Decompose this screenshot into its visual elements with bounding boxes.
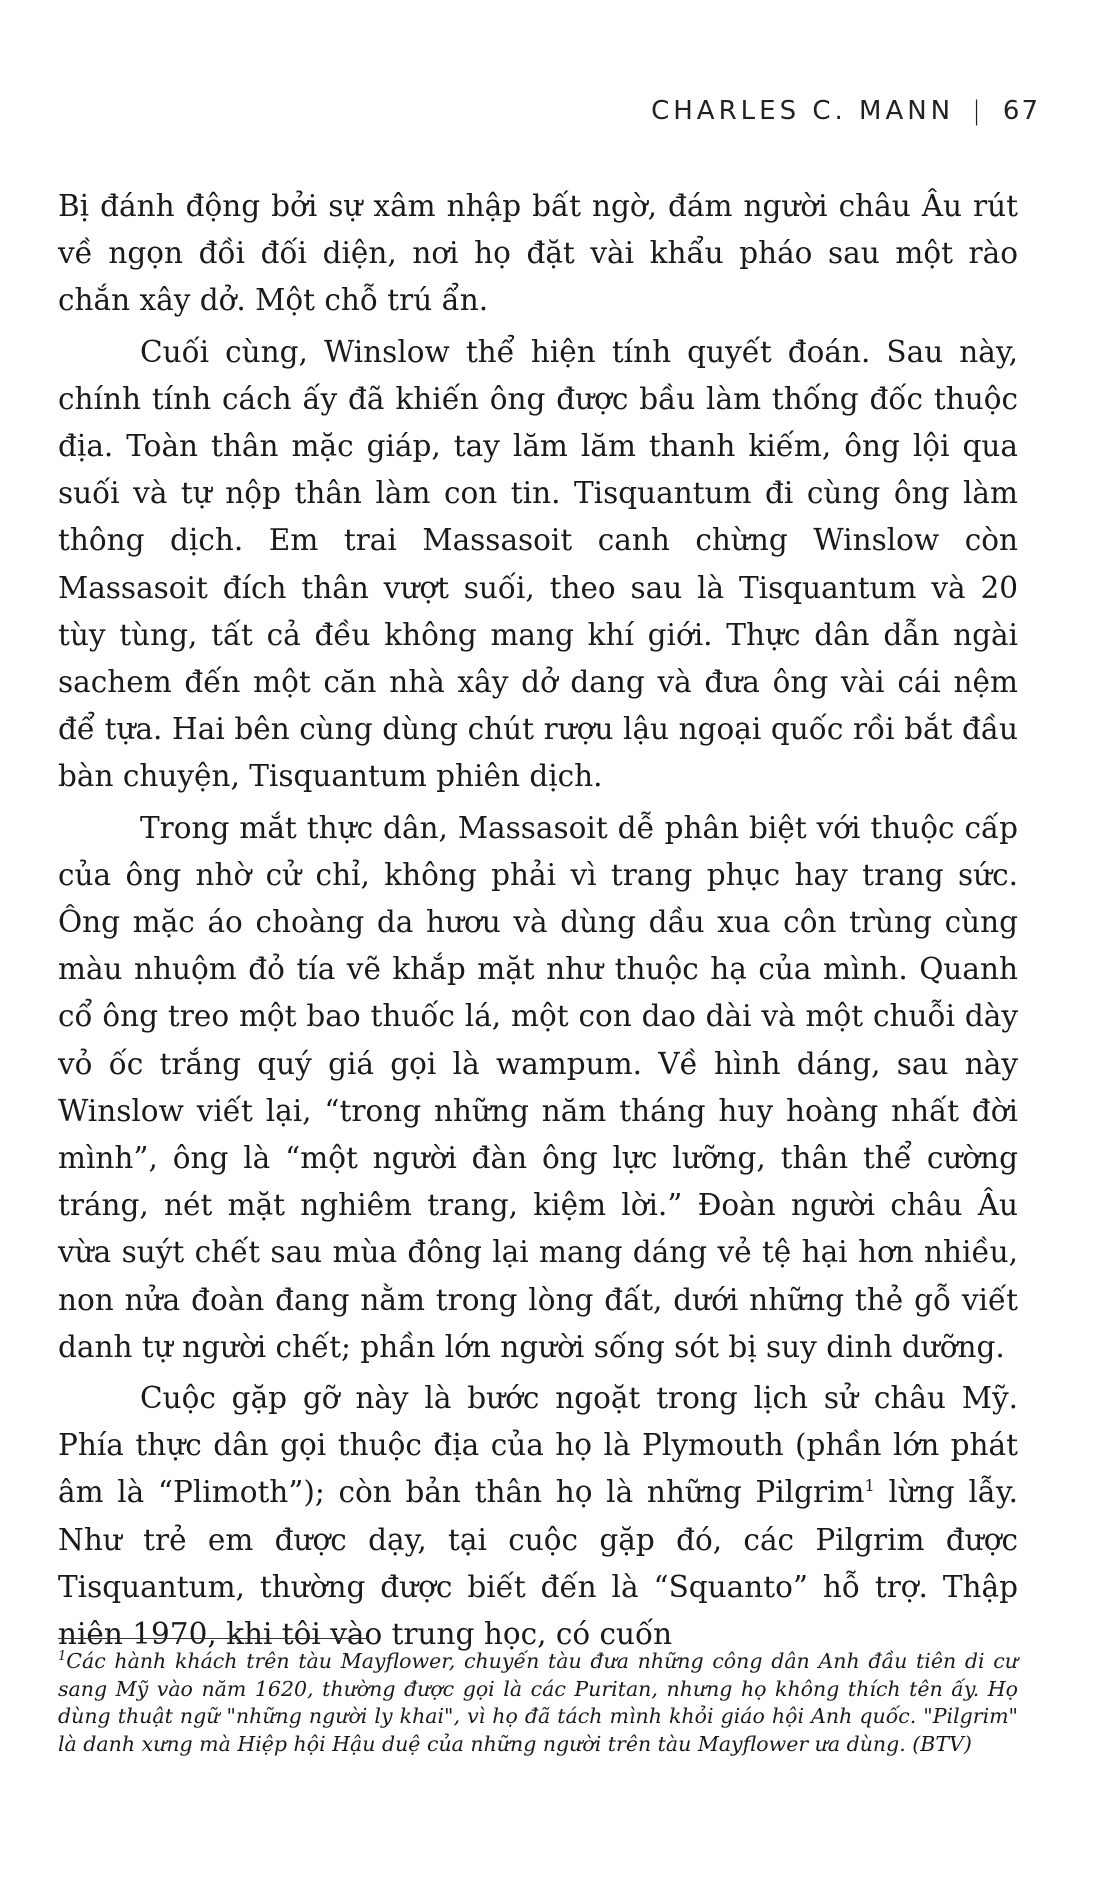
page-number: 67 <box>1002 96 1040 126</box>
body-text <box>58 183 1018 1658</box>
header-separator: | <box>972 96 985 126</box>
footnote-divider <box>58 1638 368 1639</box>
paragraph-4 <box>58 1375 1018 1658</box>
footnote-marker: 1 <box>58 1649 67 1665</box>
paragraph-2: Cuối cùng, Winslow thể hiện tính quyết đoán. Sau này, chính tính cách ấy đã khiến ông được bầu làm thống đốc thuộc địa. Toàn thân mặc giáp, tay lăm lăm thanh kiếm, ông lội qua suối và tự nộp thân làm con tin. Tisquantum đi cùng ông làm thông dịch. Em trai Massasoit canh chừng Winslow còn Massasoit đích thân vượt suối, theo sau là Tisquantum và 20 tùy tùng, tất cả đều không mang khí giới. Thực dân dẫn ngài sachem đến một căn nhà xây dở dang và đưa ông vài cái nệm để tựa. Hai bên cùng dùng chút rượu lậu ngoại quốc rồi bắt đầu bàn chuyện, Tisquantum phiên dịch. <box>58 334 1018 794</box>
paragraph-3: Trong mắt thực dân, Massasoit dễ phân biệt với thuộc cấp của ông nhờ cử chỉ, không phải vì trang phục hay trang sức. Ông mặc áo choàng da hươu và dùng dầu xua côn trùng cùng màu nhuộm đỏ tía vẽ khắp mặt như thuộc hạ của mình. Quanh cổ ông treo một bao thuốc lá, một con dao dài và một chuỗi dày vỏ ốc trắng quý giá gọi là wampum. Về hình dáng, sau này Winslow viết lại, “trong những năm tháng huy hoàng nhất đời mình”, ông là “một người đàn ông lực lưỡng, thân thể cường tráng, nét mặt nghiêm trang, kiệm lời.” Đoàn người châu Âu vừa suýt chết sau mùa đông lại mang dáng vẻ tệ hại hơn nhiều, non nửa đoàn đang nằm trong lòng đất, dưới những thẻ gỗ viết danh tự người chết; phần lớn người sống sót bị suy dinh dưỡng. <box>58 810 1018 1364</box>
author-name: CHARLES C. MANN <box>651 96 955 126</box>
footnote <box>58 1648 1018 1758</box>
paragraph-4-part-1: Cuộc gặp gỡ này là bước ngoặt trong lịch sử châu Mỹ. Phía thực dân gọi thuộc địa của họ là Plymouth (phần lớn phát âm là “Plimoth”); còn bản thân họ là những Pilgrim <box>58 1381 1018 1510</box>
paragraph-4-part-2: lừng lẫy. Như trẻ em được dạy, tại cuộc gặp đó, các Pilgrim được Tisquantum, thường được biết đến là “Squanto” hỗ trợ. Thập niên 1970, khi tôi vào trung học, có cuốn <box>58 1475 1018 1652</box>
running-header <box>0 96 1040 126</box>
paragraph-1: Bị đánh động bởi sự xâm nhập bất ngờ, đám người châu Âu rút về ngọn đồi đối diện, nơi họ đặt vài khẩu pháo sau một rào chắn xây dở. Một chỗ trú ẩn. <box>58 189 1018 318</box>
footnote-reference: 1 <box>864 1476 875 1496</box>
footnote-text: Các hành khách trên tàu Mayflower, chuyến tàu đưa những công dân Anh đầu tiên di cư sang Mỹ vào năm 1620, thường được gọi là các Puritan, nhưng họ không thích tên ấy. Họ dùng thuật ngữ "những người ly khai", vì họ đã tách mình khỏi giáo hội Anh quốc. "Pilgrim" là danh xưng mà Hiệp hội Hậu duệ của những người trên tàu Mayflower ưa dùng. (BTV) <box>58 1649 1018 1756</box>
